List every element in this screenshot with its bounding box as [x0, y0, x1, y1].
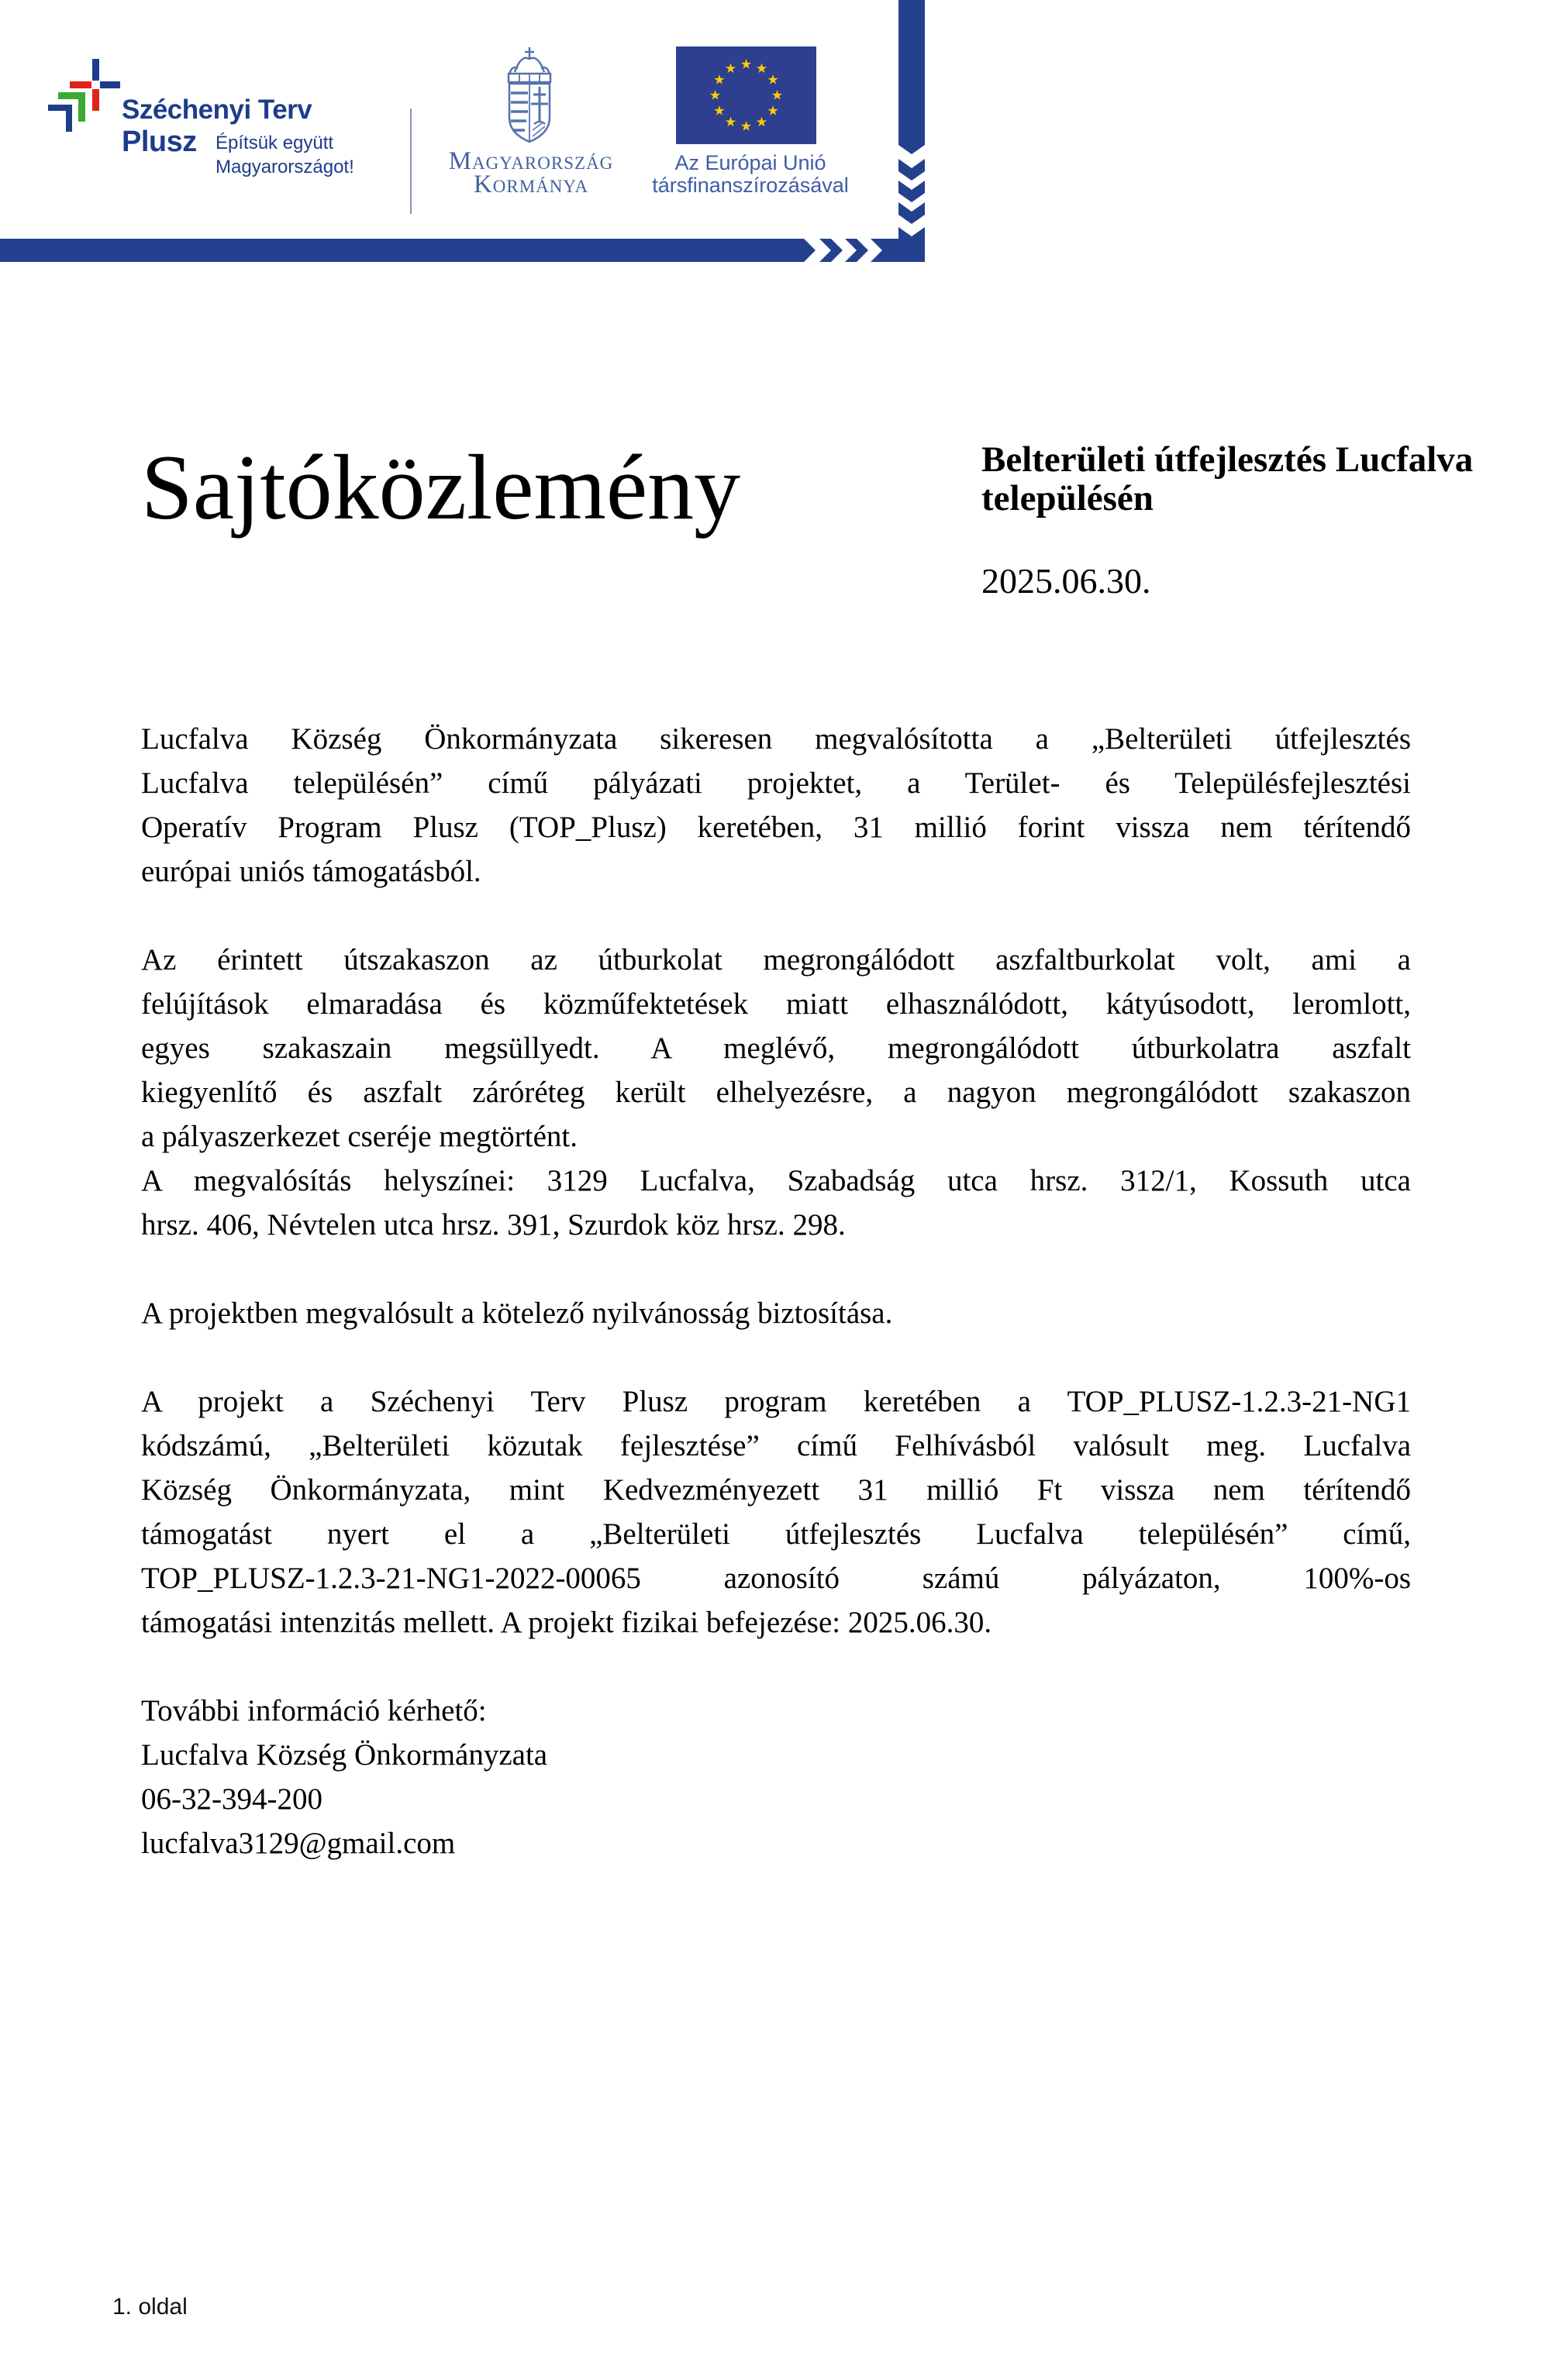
contact-block [141, 1689, 1411, 1865]
paragraph-publicity [141, 1291, 1411, 1335]
body-line: a pályaszerkezet cseréje megtörtént. [141, 1120, 578, 1153]
paragraph-project-summary [141, 717, 1411, 894]
body-line: Az érintett útszakaszon az útburkolat megrongálódott aszfaltburkolat volt, ami a [141, 943, 1411, 976]
szechenyi-logo-text-line2: Plusz [122, 126, 197, 158]
government-logo-text [438, 147, 624, 198]
eu-cofinancing-text [626, 152, 874, 197]
body-line: Község Önkormányzata, mint Kedvezményezett 31 millió Ft vissza nem térítendő [141, 1473, 1411, 1507]
press-release-title: Sajtóközlemény [141, 436, 741, 539]
paragraph-funding-details [141, 1379, 1411, 1645]
document-head-right [981, 440, 1516, 601]
body-line: felújítások elmaradása és közműfektetések miatt elhasználódott, kátyúsodott, leromlott, [141, 987, 1411, 1021]
body-line: európai uniós támogatásból. [141, 855, 481, 888]
body-line: A megvalósítás helyszínei: 3129 Lucfalva, Szabadság utca hrsz. 312/1, Kossuth utca [141, 1164, 1411, 1197]
contact-intro: További információ kérhető: [141, 1694, 487, 1727]
hungary-coat-of-arms-icon [509, 47, 550, 142]
contact-organization: Lucfalva Község Önkormányzata [141, 1738, 548, 1772]
body-line: egyes szakaszain megsüllyedt. A meglévő, megrongálódott útburkolatra aszfalt [141, 1032, 1411, 1065]
eu-flag-icon [676, 46, 816, 144]
body-line: Lucfalva településén” című pályázati projektet, a Terület- és Településfejlesztési [141, 766, 1411, 800]
body-line: kiegyenlítő és aszfalt záróréteg került elhelyezésre, a nagyon megrongálódott szakaszon [141, 1076, 1411, 1109]
document-body [141, 717, 1411, 1865]
government-text-line2: Kormánya [473, 170, 589, 198]
document-date: 2025.06.30. [981, 561, 1151, 601]
szechenyi-plusz-logo-icon [48, 59, 120, 132]
eu-text-line2: társfinanszírozásával [652, 174, 849, 197]
government-text-line1: Magyarország [448, 147, 614, 175]
body-line: támogatási intenzitás mellett. A projekt fizikai befejezése: 2025.06.30. [141, 1606, 992, 1639]
header-divider [410, 108, 412, 214]
page-number: 1. oldal [112, 2294, 188, 2320]
szechenyi-tagline-line1: Építsük együtt [216, 133, 334, 153]
szechenyi-logo-text-line1: Széchenyi Terv [122, 95, 312, 125]
body-line: Operatív Program Plusz (TOP_Plusz) keretében, 31 millió forint vissza nem térítendő [141, 811, 1411, 844]
project-subject: Belterületi útfejlesztés Lucfalva településén [981, 439, 1474, 518]
contact-phone: 06-32-394-200 [141, 1782, 322, 1816]
body-line: A projektben megvalósult a kötelező nyilvánosság biztosítása. [141, 1297, 893, 1330]
body-line: kódszámú, „Belterületi közutak fejlesztése” című Felhívásból valósult meg. Lucfalva [141, 1429, 1411, 1462]
body-line: TOP_PLUSZ-1.2.3-21-NG1-2022-00065 azonosító számú pályázaton, 100%-os [141, 1562, 1411, 1595]
body-line: Lucfalva Község Önkormányzata sikeresen megvalósította a „Belterületi útfejlesztés [141, 722, 1411, 756]
paragraph-road-condition [141, 938, 1411, 1247]
eu-text-line1: Az Európai Unió [674, 151, 826, 174]
body-line: A projekt a Széchenyi Terv Plusz program keretében a TOP_PLUSZ-1.2.3-21-NG1 [141, 1385, 1411, 1418]
body-line: hrsz. 406, Névtelen utca hrsz. 391, Szurdok köz hrsz. 298. [141, 1208, 846, 1242]
szechenyi-tagline-line2: Magyarországot! [216, 157, 354, 177]
contact-email: lucfalva3129@gmail.com [141, 1827, 456, 1860]
body-line: támogatást nyert el a „Belterületi útfejlesztés Lucfalva településén” című, [141, 1517, 1411, 1551]
